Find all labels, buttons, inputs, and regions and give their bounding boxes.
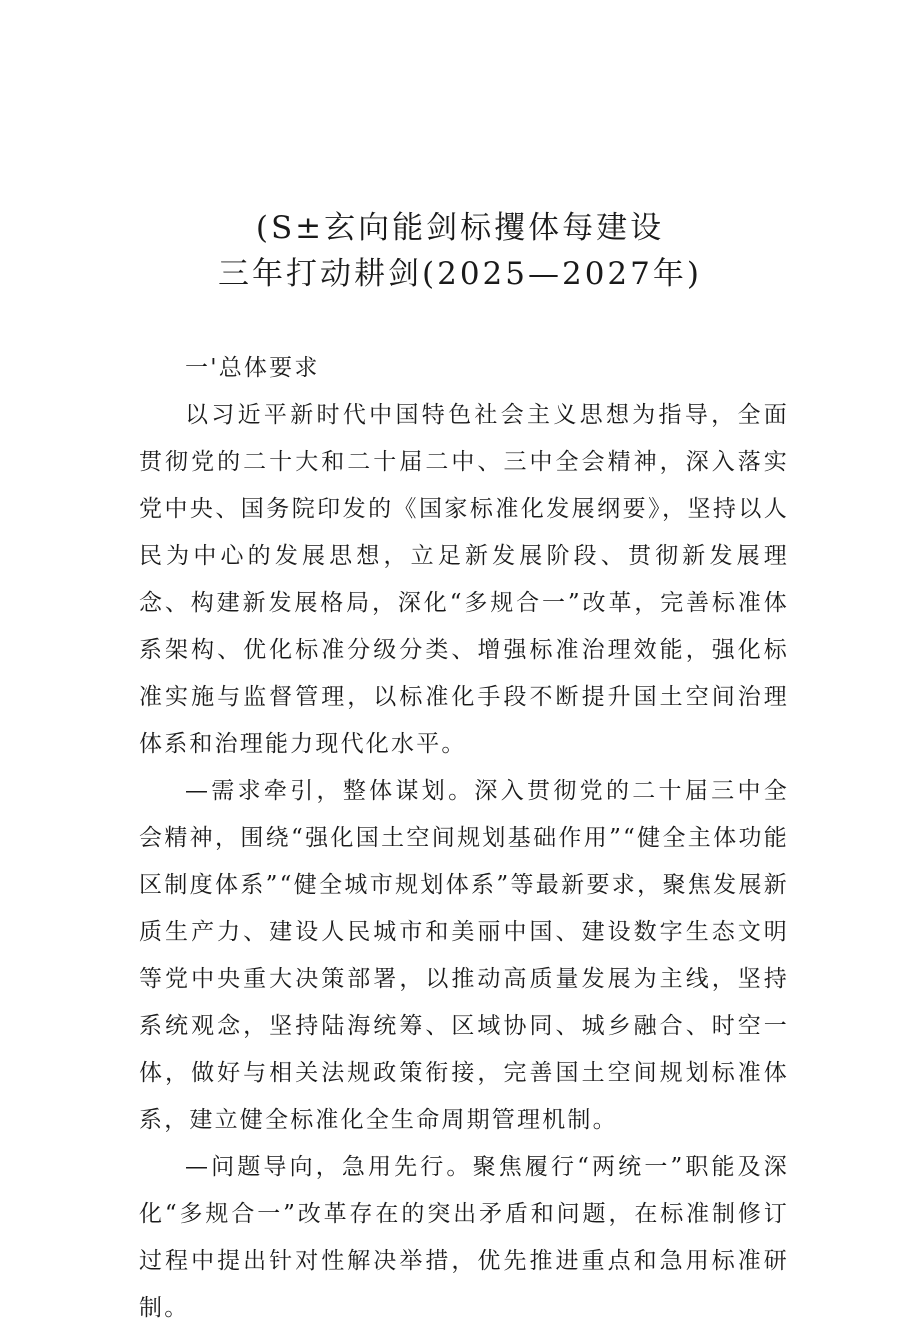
- document-title-line-1: (S±玄向能剑标攫体每建设: [255, 210, 665, 246]
- section-heading: 一'总体要求: [185, 355, 320, 381]
- paragraph-guiding-principle: 以习近平新时代中国特色社会主义思想为指导，全面贯彻党的二十大和二十届二中、三中全会精神，深入落实党中央、国务院印发的《国家标准化发展纲要》，坚持以人民为中心的发展思想，立足新发展阶段、贯彻新发展理念、构建新发展格局，深化“多规合一”改革，完善标准体系架构、优化标准分级分类、增强标准治理效能，强化标准实施与监督管理，以标准化手段不断提升国土空间治理体系和治理能力现代化水平。: [139, 402, 789, 757]
- document-body: [139, 345, 789, 1332]
- document-title-line-2: 三年打动耕剑(2025—2027年): [218, 256, 702, 292]
- paragraph-problem-oriented: —问题导向，急用先行。聚焦履行“两统一”职能及深化“多规合一”改革存在的突出矛盾和问题，在标准制修订过程中提出针对性解决举措，优先推进重点和急用标准研制。: [139, 1154, 789, 1321]
- paragraph-demand-driven: —需求牵引，整体谋划。深入贯彻党的二十届三中全会精神，围绕“强化国土空间规划基础作用”“健全主体功能区制度体系”“健全城市规划体系”等最新要求，聚焦发展新质生产力、建设人民城市和美丽中国、建设数字生态文明等党中央重大决策部署，以推动高质量发展为主线，坚持系统观念，坚持陆海统筹、区域协同、城乡融合、时空一体，做好与相关法规政策衔接，完善国土空间规划标准体系，建立健全标准化全生命周期管理机制。: [139, 778, 789, 1133]
